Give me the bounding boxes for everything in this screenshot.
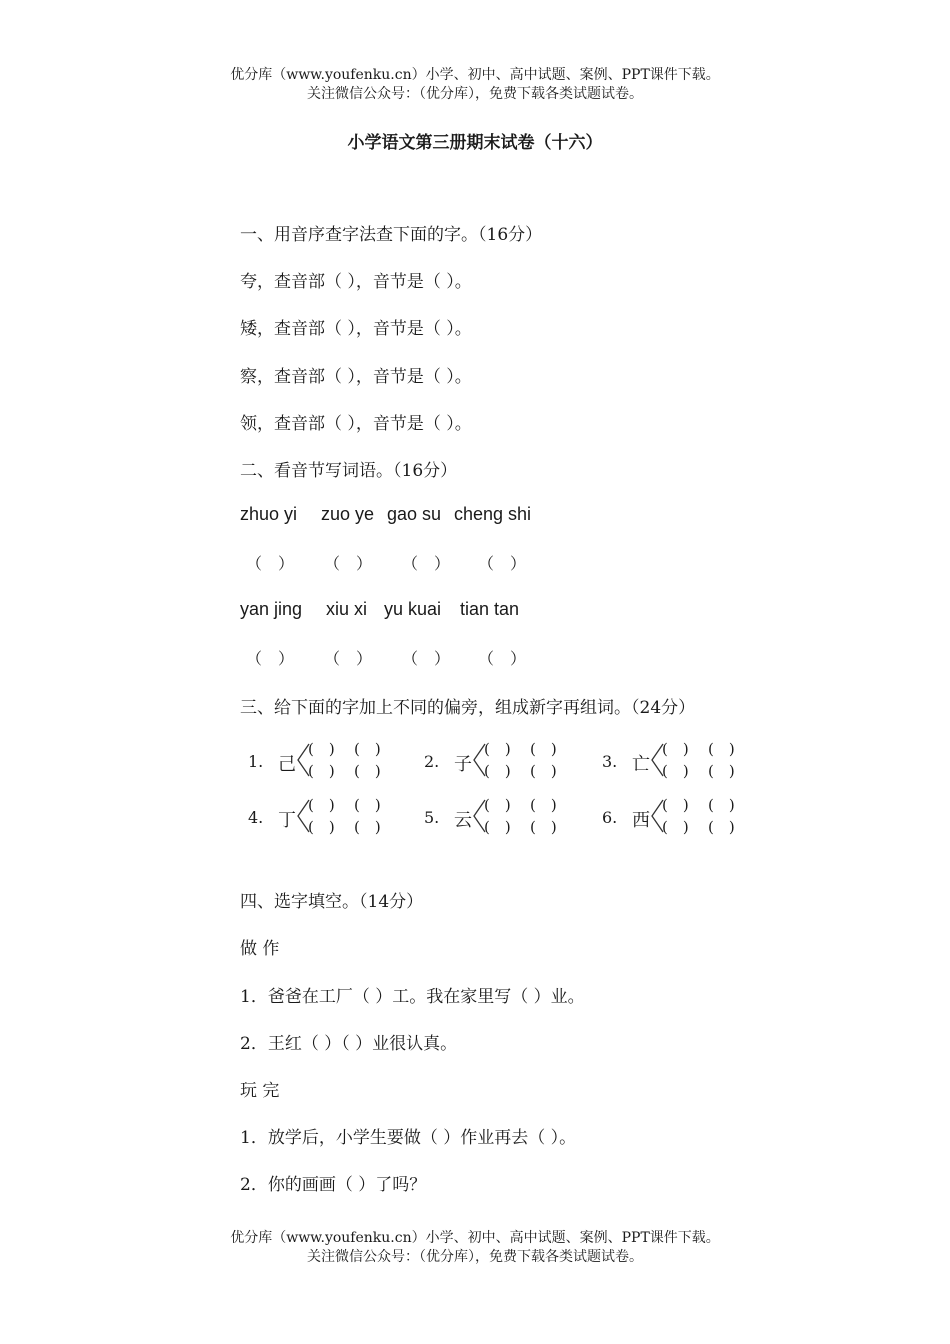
answer-blank[interactable]: ( ): [484, 762, 511, 780]
answer-blank[interactable]: ( ): [530, 762, 557, 780]
answer-blank[interactable]: ( ): [708, 740, 735, 758]
answer-blank[interactable]: ( ): [530, 796, 557, 814]
item-number: 3.: [602, 752, 618, 771]
answer-blank[interactable]: ( ): [354, 762, 381, 780]
answer-blank[interactable]: （ ）: [402, 554, 451, 573]
answer-blank[interactable]: （ ）: [246, 554, 295, 573]
base-character: 亡: [632, 754, 650, 775]
answer-blank[interactable]: （ ）: [324, 649, 373, 668]
answer-blank[interactable]: ( ): [484, 818, 511, 836]
answer-blank[interactable]: ( ): [354, 796, 381, 814]
answer-blank[interactable]: ( ): [354, 740, 381, 758]
pinyin-word: cheng shi: [454, 504, 532, 524]
answer-blank[interactable]: ( ): [308, 740, 335, 758]
pinyin-word: xiu xi: [326, 599, 368, 619]
answer-blank[interactable]: ( ): [308, 762, 335, 780]
section4-line: 2．王红（ ）（ ）业很认真。: [240, 1034, 458, 1054]
answer-blank[interactable]: （ ）: [478, 554, 527, 573]
answer-blank[interactable]: ( ): [530, 818, 557, 836]
answer-blank[interactable]: ( ): [662, 818, 689, 836]
section1-line: 夸，查音部（ ），音节是（ ）。: [240, 272, 472, 292]
footer-line-2: 关注微信公众号：（优分库），免费下载各类试题试卷。: [307, 1249, 643, 1265]
section1-line: 领，查音部（ ），音节是（ ）。: [240, 414, 472, 434]
header-line-2: 关注微信公众号：（优分库），免费下载各类试题试卷。: [307, 86, 643, 102]
item-number: 2.: [424, 752, 440, 771]
answer-blank[interactable]: ( ): [354, 818, 381, 836]
answer-blank[interactable]: ( ): [308, 818, 335, 836]
answer-blank[interactable]: ( ): [308, 796, 335, 814]
answer-blank[interactable]: ( ): [662, 740, 689, 758]
base-character: 西: [632, 810, 650, 831]
pinyin-word: yu kuai: [384, 599, 442, 619]
section1-heading: 一、用音序查字法查下面的字。（16分）: [240, 225, 543, 245]
footer-line-1: 优分库（www.youfenku.cn）小学、初中、高中试题、案例、PPT课件下载。: [230, 1230, 720, 1246]
page-title: 小学语文第三册期末试卷（十六）: [347, 133, 603, 153]
pinyin-word: gao su: [387, 504, 442, 524]
section4-line: 1．爸爸在工厂（ ）工。我在家里写（ ）业。: [240, 987, 585, 1007]
pinyin-word: yan jing: [240, 599, 303, 619]
answer-blank[interactable]: ( ): [708, 796, 735, 814]
answer-blank[interactable]: ( ): [484, 796, 511, 814]
section1-line: 察，查音部（ ），音节是（ ）。: [240, 367, 472, 387]
answer-blank[interactable]: （ ）: [324, 554, 373, 573]
section2-heading: 二、看音节写词语。（16分）: [240, 461, 458, 481]
section3-heading: 三、给下面的字加上不同的偏旁，组成新字再组词。（24分）: [240, 698, 696, 718]
answer-blank[interactable]: （ ）: [402, 649, 451, 668]
radical-grid: [248, 738, 758, 838]
answer-blank[interactable]: ( ): [708, 762, 735, 780]
section4-heading: 四、选字填空。（14分）: [240, 892, 424, 912]
item-number: 4.: [248, 808, 264, 827]
choice-characters: 做 作: [240, 939, 280, 959]
answer-blank[interactable]: ( ): [484, 740, 511, 758]
choice-characters: 玩 完: [240, 1081, 280, 1101]
answer-blank[interactable]: ( ): [662, 796, 689, 814]
header-line-1: 优分库（www.youfenku.cn）小学、初中、高中试题、案例、PPT课件下载。: [230, 67, 720, 83]
section1-line: 矮，查音部（ ），音节是（ ）。: [240, 319, 472, 339]
base-character: 子: [454, 754, 472, 775]
item-number: 6.: [602, 808, 618, 827]
section4-line: 2．你的画画（ ）了吗？: [240, 1175, 427, 1195]
base-character: 云: [454, 810, 472, 831]
answer-blank[interactable]: （ ）: [478, 649, 527, 668]
item-number: 5.: [424, 808, 440, 827]
answer-blank[interactable]: ( ): [530, 740, 557, 758]
base-character: 己: [278, 754, 296, 775]
answer-blank[interactable]: ( ): [662, 762, 689, 780]
answer-blank[interactable]: （ ）: [246, 649, 295, 668]
pinyin-word: zhuo yi: [240, 504, 298, 524]
answer-blank[interactable]: ( ): [708, 818, 735, 836]
pinyin-word: zuo ye: [321, 504, 375, 524]
item-number: 1.: [248, 752, 264, 771]
section4-line: 1．放学后，小学生要做（ ）作业再去（ ）。: [240, 1128, 577, 1148]
base-character: 丁: [278, 810, 296, 831]
pinyin-word: tian tan: [460, 599, 520, 619]
